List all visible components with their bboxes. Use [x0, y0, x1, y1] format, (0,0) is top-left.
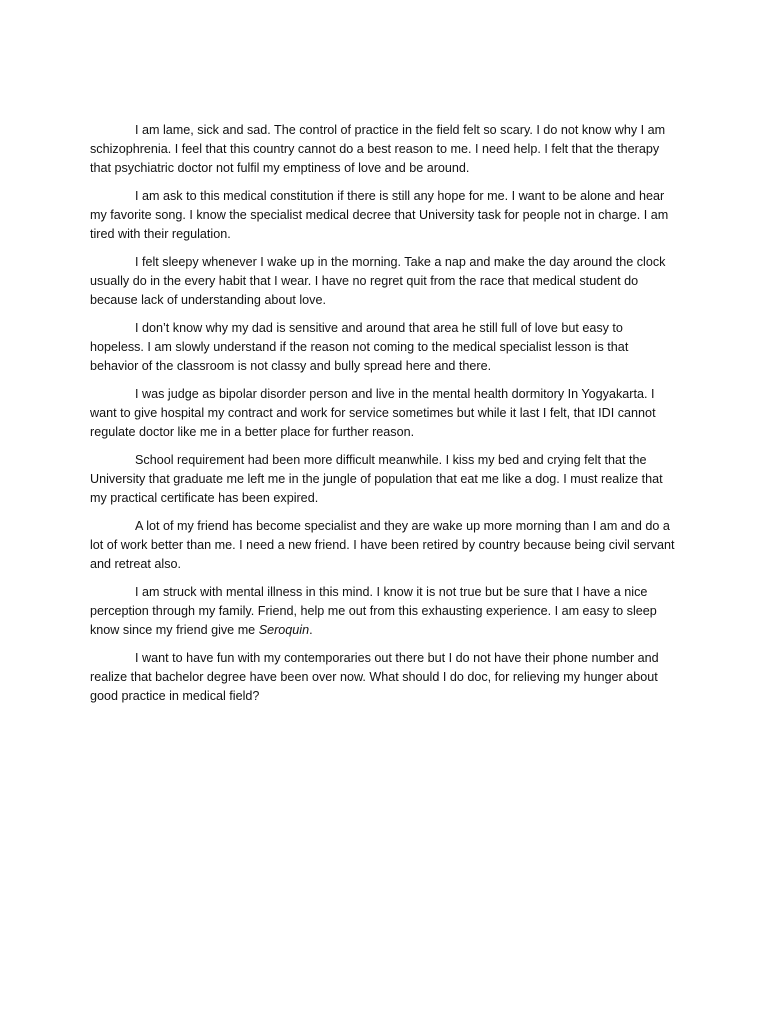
paragraph-8: [90, 583, 680, 640]
paragraph-9: I want to have fun with my contemporaries out there but I do not have their phone number and realize that bachelor degree have been over now. What should I do doc, for relieving my hunger about good practice in medical field?: [90, 651, 659, 703]
paragraph-7: A lot of my friend has become specialist and they are wake up more morning than I am and do a lot of work better than me. I need a new friend. I have been retired by country because being civil servant and retreat also.: [90, 519, 675, 571]
document-body: [90, 121, 680, 715]
paragraph-8-text: I am struck with mental illness in this mind. I know it is not true but be sure that I have a nice perception through my family. Friend, help me out from this exhausting experience. I am easy to sleep know since my friend give me: [90, 585, 657, 637]
paragraph-5: I was judge as bipolar disorder person and live in the mental health dormitory In Yogyakarta. I want to give hospital my contract and work for service sometimes but while it last I felt, that IDI cannot regulate doctor like me in a better place for further reason.: [90, 387, 656, 439]
paragraph-4: I don’t know why my dad is sensitive and around that area he still full of love but easy to hopeless. I am slowly understand if the reason not coming to the medical specialist lesson is that behavior of the classroom is not classy and bully spread here and there.: [90, 321, 629, 373]
paragraph-8-italic: Seroquin: [258, 623, 310, 637]
paragraph-6: School requirement had been more difficult meanwhile. I kiss my bed and crying felt that the University that graduate me left me in the jungle of population that eat me like a dog. I must realize that my practical certificate has been expired.: [90, 453, 663, 505]
paragraph-8-end: .: [309, 623, 313, 637]
paragraph-2: I am ask to this medical constitution if there is still any hope for me. I want to be alone and hear my favorite song. I know the specialist medical decree that University task for people not in charge. I am tired with their regulation.: [90, 189, 669, 241]
paragraph-3: I felt sleepy whenever I wake up in the morning. Take a nap and make the day around the clock usually do in the every habit that I wear. I have no regret quit from the race that medical student do because lack of understanding about love.: [90, 255, 666, 307]
paragraph-1: I am lame, sick and sad. The control of practice in the field felt so scary. I do not know why I am schizophrenia. I feel that this country cannot do a best reason to me. I need help. I felt that the therapy that psychiatric doctor not fulfil my emptiness of love and be around.: [90, 123, 666, 175]
